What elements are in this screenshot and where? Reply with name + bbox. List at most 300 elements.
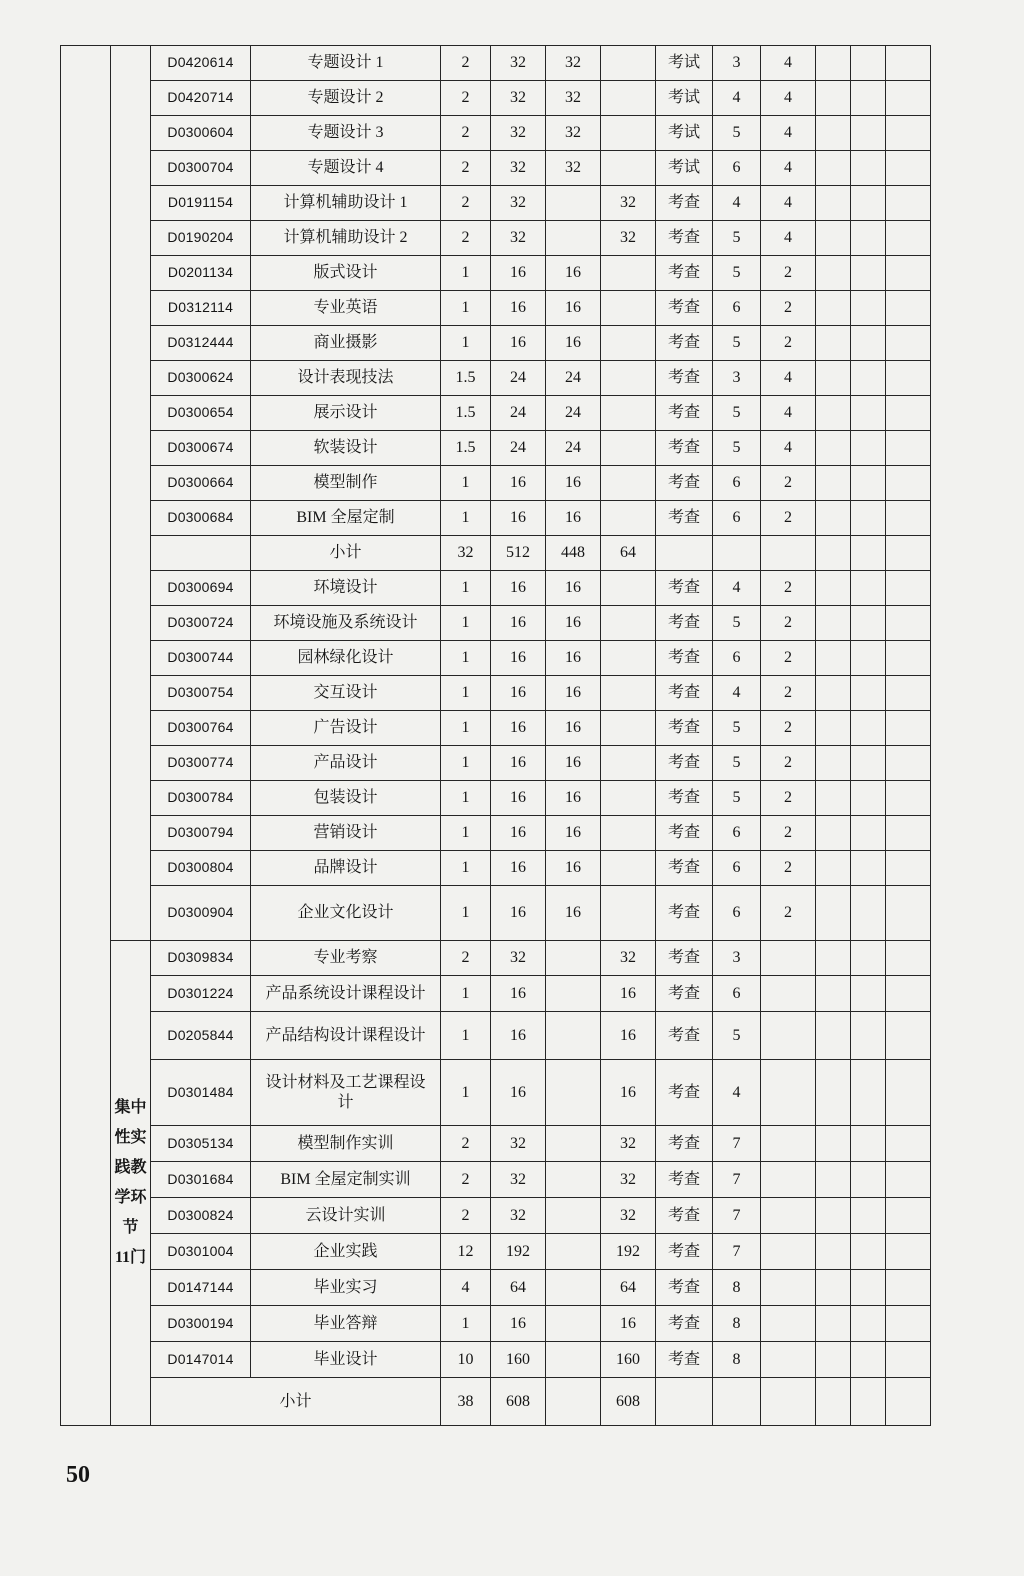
- blank-cell: [886, 1012, 931, 1060]
- table-row: [61, 676, 931, 711]
- blank-cell: [851, 151, 886, 186]
- weekly-hours: 2: [761, 606, 816, 641]
- theory-hours: 16: [546, 746, 601, 781]
- practice-hours: 608: [601, 1378, 656, 1426]
- credits: 2: [441, 116, 491, 151]
- course-name: 设计表现技法: [251, 361, 441, 396]
- blank-cell: [851, 816, 886, 851]
- practice-hours: [601, 431, 656, 466]
- theory-hours: [546, 941, 601, 976]
- theory-hours: 32: [546, 151, 601, 186]
- total-hours: 24: [491, 431, 546, 466]
- group-label-line: 集中: [114, 1099, 147, 1116]
- blank-cell: [851, 676, 886, 711]
- assessment-type: 考查: [656, 781, 713, 816]
- blank-cell: [816, 746, 851, 781]
- table-row: [61, 571, 931, 606]
- course-name: 专业考察: [251, 941, 441, 976]
- blank-cell: [886, 976, 931, 1012]
- weekly-hours: 2: [761, 641, 816, 676]
- table-row: [61, 816, 931, 851]
- blank-cell: [816, 641, 851, 676]
- assessment-type: 考查: [656, 326, 713, 361]
- blank-cell: [816, 571, 851, 606]
- total-hours: 16: [491, 501, 546, 536]
- semester: 4: [713, 676, 761, 711]
- weekly-hours: 2: [761, 501, 816, 536]
- semester: 4: [713, 186, 761, 221]
- table-row: [61, 1012, 931, 1060]
- weekly-hours: 4: [761, 151, 816, 186]
- table-row: [61, 501, 931, 536]
- weekly-hours: 2: [761, 326, 816, 361]
- credits: 1: [441, 1060, 491, 1126]
- weekly-hours: 2: [761, 816, 816, 851]
- theory-hours: [546, 1234, 601, 1270]
- weekly-hours: [761, 1060, 816, 1126]
- theory-hours: 16: [546, 501, 601, 536]
- practice-hours: 192: [601, 1234, 656, 1270]
- weekly-hours: [761, 1342, 816, 1378]
- assessment-type: 考查: [656, 361, 713, 396]
- total-hours: 16: [491, 976, 546, 1012]
- weekly-hours: 4: [761, 81, 816, 116]
- credits: 1.5: [441, 361, 491, 396]
- practice-hours: [601, 851, 656, 886]
- blank-cell: [816, 781, 851, 816]
- blank-cell: [886, 711, 931, 746]
- total-hours: 16: [491, 676, 546, 711]
- semester: 6: [713, 641, 761, 676]
- assessment-type: 考查: [656, 851, 713, 886]
- weekly-hours: 2: [761, 291, 816, 326]
- theory-hours: [546, 1012, 601, 1060]
- credits: 1.5: [441, 396, 491, 431]
- blank-cell: [886, 1270, 931, 1306]
- blank-cell: [851, 1060, 886, 1126]
- course-code: D0300684: [151, 501, 251, 536]
- total-hours: 16: [491, 851, 546, 886]
- course-code: D0301684: [151, 1162, 251, 1198]
- practice-hours: 32: [601, 221, 656, 256]
- assessment-type: 考查: [656, 431, 713, 466]
- course-name: 包装设计: [251, 781, 441, 816]
- credits: 1: [441, 781, 491, 816]
- blank-cell: [851, 886, 886, 941]
- total-hours: 16: [491, 256, 546, 291]
- course-name: 模型制作实训: [251, 1126, 441, 1162]
- semester: 5: [713, 606, 761, 641]
- semester: 4: [713, 571, 761, 606]
- theory-hours: 448: [546, 536, 601, 571]
- course-name: 版式设计: [251, 256, 441, 291]
- course-code: D0300804: [151, 851, 251, 886]
- theory-hours: [546, 1060, 601, 1126]
- course-name: 毕业设计: [251, 1342, 441, 1378]
- credits: 1: [441, 886, 491, 941]
- blank-cell: [851, 641, 886, 676]
- course-code: D0300724: [151, 606, 251, 641]
- blank-cell: [886, 1234, 931, 1270]
- blank-cell: [851, 291, 886, 326]
- blank-cell: [886, 536, 931, 571]
- theory-hours: [546, 1306, 601, 1342]
- assessment-type: 考查: [656, 1234, 713, 1270]
- blank-cell: [886, 746, 931, 781]
- blank-cell: [851, 1234, 886, 1270]
- blank-cell: [886, 1060, 931, 1126]
- course-code: D0300194: [151, 1306, 251, 1342]
- total-hours: 16: [491, 1012, 546, 1060]
- table-row: [61, 1060, 931, 1126]
- total-hours: 32: [491, 1162, 546, 1198]
- credits: 1: [441, 676, 491, 711]
- practice-hours: [601, 361, 656, 396]
- blank-cell: [886, 1162, 931, 1198]
- blank-cell: [886, 571, 931, 606]
- assessment-type: 考试: [656, 46, 713, 81]
- weekly-hours: [761, 941, 816, 976]
- course-code: D0300664: [151, 466, 251, 501]
- total-hours: 32: [491, 46, 546, 81]
- table-row: [61, 431, 931, 466]
- subcategory-cell: [111, 46, 151, 941]
- course-code: D0301224: [151, 976, 251, 1012]
- credits: 2: [441, 1198, 491, 1234]
- weekly-hours: 2: [761, 886, 816, 941]
- blank-cell: [851, 571, 886, 606]
- theory-hours: 16: [546, 571, 601, 606]
- practice-hours: 16: [601, 976, 656, 1012]
- assessment-type: 考查: [656, 1126, 713, 1162]
- practice-hours: [601, 81, 656, 116]
- semester: 8: [713, 1306, 761, 1342]
- course-code: D0301484: [151, 1060, 251, 1126]
- blank-cell: [816, 46, 851, 81]
- semester: 7: [713, 1198, 761, 1234]
- blank-cell: [851, 1198, 886, 1234]
- blank-cell: [851, 746, 886, 781]
- table-row: [61, 46, 931, 81]
- credits: 1: [441, 466, 491, 501]
- weekly-hours: 4: [761, 221, 816, 256]
- course-code: D0205844: [151, 1012, 251, 1060]
- semester: 5: [713, 711, 761, 746]
- course-code: D0312444: [151, 326, 251, 361]
- table-row: [61, 746, 931, 781]
- table-row: [61, 1270, 931, 1306]
- blank-cell: [886, 81, 931, 116]
- course-name: 产品系统设计课程设计: [251, 976, 441, 1012]
- total-hours: 160: [491, 1342, 546, 1378]
- theory-hours: [546, 186, 601, 221]
- practice-hours: [601, 326, 656, 361]
- course-code: D0300674: [151, 431, 251, 466]
- semester: 7: [713, 1126, 761, 1162]
- blank-cell: [816, 1270, 851, 1306]
- assessment-type: 考查: [656, 396, 713, 431]
- course-code: D0300784: [151, 781, 251, 816]
- theory-hours: 16: [546, 676, 601, 711]
- credits: 2: [441, 941, 491, 976]
- weekly-hours: [761, 976, 816, 1012]
- blank-cell: [851, 1306, 886, 1342]
- practice-hours: 32: [601, 941, 656, 976]
- blank-cell: [886, 256, 931, 291]
- blank-cell: [816, 1060, 851, 1126]
- blank-cell: [851, 221, 886, 256]
- assessment-type: 考查: [656, 676, 713, 711]
- total-hours: 512: [491, 536, 546, 571]
- theory-hours: 16: [546, 606, 601, 641]
- credits: 2: [441, 221, 491, 256]
- weekly-hours: 4: [761, 431, 816, 466]
- course-name: 模型制作: [251, 466, 441, 501]
- theory-hours: 16: [546, 816, 601, 851]
- assessment-type: 考查: [656, 1270, 713, 1306]
- practice-hours: [601, 606, 656, 641]
- credits: 1: [441, 746, 491, 781]
- blank-cell: [816, 1234, 851, 1270]
- course-code: D0420714: [151, 81, 251, 116]
- practice-hours: 16: [601, 1060, 656, 1126]
- course-name: BIM 全屋定制: [251, 501, 441, 536]
- course-name: 计算机辅助设计 1: [251, 186, 441, 221]
- assessment-type: 考查: [656, 641, 713, 676]
- course-name: 环境设施及系统设计: [251, 606, 441, 641]
- group-label-line: 性实: [114, 1129, 147, 1146]
- theory-hours: [546, 1342, 601, 1378]
- blank-cell: [816, 536, 851, 571]
- assessment-type: [656, 1378, 713, 1426]
- theory-hours: 16: [546, 851, 601, 886]
- table-row: [61, 1306, 931, 1342]
- theory-hours: 32: [546, 81, 601, 116]
- practice-hours: [601, 396, 656, 431]
- blank-cell: [816, 886, 851, 941]
- course-code: D0300764: [151, 711, 251, 746]
- blank-cell: [816, 851, 851, 886]
- course-name: 园林绿化设计: [251, 641, 441, 676]
- blank-cell: [816, 116, 851, 151]
- total-hours: 16: [491, 781, 546, 816]
- table-row: [61, 396, 931, 431]
- course-code: [151, 536, 251, 571]
- course-name: 专题设计 1: [251, 46, 441, 81]
- theory-hours: 16: [546, 641, 601, 676]
- blank-cell: [816, 291, 851, 326]
- practice-hours: 32: [601, 1126, 656, 1162]
- weekly-hours: 2: [761, 781, 816, 816]
- course-name: 专题设计 4: [251, 151, 441, 186]
- blank-cell: [816, 221, 851, 256]
- assessment-type: 考查: [656, 1198, 713, 1234]
- semester: [713, 1378, 761, 1426]
- practice-hours: [601, 151, 656, 186]
- course-code: D0300694: [151, 571, 251, 606]
- blank-cell: [851, 941, 886, 976]
- blank-cell: [886, 641, 931, 676]
- assessment-type: 考查: [656, 1060, 713, 1126]
- blank-cell: [886, 1378, 931, 1426]
- credits: 2: [441, 81, 491, 116]
- theory-hours: 16: [546, 291, 601, 326]
- table-row: [61, 291, 931, 326]
- blank-cell: [886, 291, 931, 326]
- blank-cell: [886, 941, 931, 976]
- weekly-hours: 2: [761, 466, 816, 501]
- course-name: 商业摄影: [251, 326, 441, 361]
- total-hours: 16: [491, 641, 546, 676]
- table-row: [61, 361, 931, 396]
- assessment-type: 考试: [656, 81, 713, 116]
- assessment-type: 考试: [656, 151, 713, 186]
- credits: 1: [441, 1306, 491, 1342]
- table-row: [61, 1234, 931, 1270]
- course-name: 企业文化设计: [251, 886, 441, 941]
- weekly-hours: 2: [761, 851, 816, 886]
- course-name: 设计材料及工艺课程设计: [251, 1060, 441, 1126]
- semester: 3: [713, 941, 761, 976]
- semester: 6: [713, 816, 761, 851]
- blank-cell: [816, 501, 851, 536]
- blank-cell: [816, 186, 851, 221]
- course-name: 环境设计: [251, 571, 441, 606]
- total-hours: 16: [491, 711, 546, 746]
- total-hours: 16: [491, 466, 546, 501]
- blank-cell: [886, 1306, 931, 1342]
- practice-hours: 32: [601, 186, 656, 221]
- table-row: [61, 711, 931, 746]
- semester: 6: [713, 291, 761, 326]
- table-row: [61, 851, 931, 886]
- semester: 5: [713, 1012, 761, 1060]
- table-row: [61, 641, 931, 676]
- blank-cell: [816, 816, 851, 851]
- theory-hours: 16: [546, 781, 601, 816]
- weekly-hours: 4: [761, 396, 816, 431]
- theory-hours: 16: [546, 886, 601, 941]
- blank-cell: [851, 711, 886, 746]
- credits: 1: [441, 291, 491, 326]
- blank-cell: [886, 676, 931, 711]
- theory-hours: [546, 1126, 601, 1162]
- total-hours: 16: [491, 746, 546, 781]
- credits: 10: [441, 1342, 491, 1378]
- blank-cell: [816, 361, 851, 396]
- blank-cell: [851, 396, 886, 431]
- practice-hours: 16: [601, 1012, 656, 1060]
- credits: 1.5: [441, 431, 491, 466]
- table-row: [61, 1198, 931, 1234]
- table-row: [61, 221, 931, 256]
- blank-cell: [886, 221, 931, 256]
- practice-hours: [601, 466, 656, 501]
- credits: 32: [441, 536, 491, 571]
- semester: 5: [713, 116, 761, 151]
- total-hours: 24: [491, 396, 546, 431]
- credits: 2: [441, 186, 491, 221]
- blank-cell: [851, 1342, 886, 1378]
- group-label-line: 11门: [114, 1249, 147, 1266]
- theory-hours: 16: [546, 711, 601, 746]
- course-code: D0300794: [151, 816, 251, 851]
- blank-cell: [886, 431, 931, 466]
- course-code: D0300624: [151, 361, 251, 396]
- blank-cell: [851, 1012, 886, 1060]
- group-label-line: 节: [122, 1219, 139, 1236]
- credits: 1: [441, 851, 491, 886]
- blank-cell: [816, 711, 851, 746]
- practice-hours: 160: [601, 1342, 656, 1378]
- blank-cell: [816, 326, 851, 361]
- blank-cell: [816, 1198, 851, 1234]
- blank-cell: [816, 151, 851, 186]
- weekly-hours: [761, 1378, 816, 1426]
- course-name: 展示设计: [251, 396, 441, 431]
- course-code: D0300654: [151, 396, 251, 431]
- blank-cell: [886, 606, 931, 641]
- blank-cell: [816, 1342, 851, 1378]
- course-name: BIM 全屋定制实训: [251, 1162, 441, 1198]
- course-name: 专题设计 3: [251, 116, 441, 151]
- blank-cell: [851, 361, 886, 396]
- blank-cell: [851, 116, 886, 151]
- total-hours: 16: [491, 1306, 546, 1342]
- credits: 12: [441, 1234, 491, 1270]
- blank-cell: [851, 46, 886, 81]
- practice-hours: [601, 816, 656, 851]
- total-hours: 608: [491, 1378, 546, 1426]
- course-name: 计算机辅助设计 2: [251, 221, 441, 256]
- total-hours: 16: [491, 816, 546, 851]
- theory-hours: [546, 1270, 601, 1306]
- course-name: 毕业实习: [251, 1270, 441, 1306]
- blank-cell: [816, 466, 851, 501]
- blank-cell: [851, 536, 886, 571]
- total-hours: 32: [491, 81, 546, 116]
- semester: 5: [713, 256, 761, 291]
- blank-cell: [886, 326, 931, 361]
- table-row: [61, 151, 931, 186]
- credits: 2: [441, 151, 491, 186]
- table-row: [61, 81, 931, 116]
- credits: 1: [441, 256, 491, 291]
- total-hours: 16: [491, 291, 546, 326]
- blank-cell: [851, 466, 886, 501]
- blank-cell: [886, 1126, 931, 1162]
- total-hours: 24: [491, 361, 546, 396]
- blank-cell: [886, 816, 931, 851]
- assessment-type: 考查: [656, 1306, 713, 1342]
- semester: 6: [713, 466, 761, 501]
- blank-cell: [886, 1198, 931, 1234]
- semester: 5: [713, 326, 761, 361]
- weekly-hours: 2: [761, 676, 816, 711]
- assessment-type: 考查: [656, 746, 713, 781]
- group-label-line: 践教: [114, 1159, 147, 1176]
- blank-cell: [886, 501, 931, 536]
- assessment-type: 考查: [656, 256, 713, 291]
- theory-hours: 16: [546, 256, 601, 291]
- weekly-hours: 2: [761, 256, 816, 291]
- assessment-type: 考查: [656, 816, 713, 851]
- semester: 6: [713, 501, 761, 536]
- credits: 1: [441, 326, 491, 361]
- course-code: D0300754: [151, 676, 251, 711]
- course-code: D0305134: [151, 1126, 251, 1162]
- practice-hours: [601, 711, 656, 746]
